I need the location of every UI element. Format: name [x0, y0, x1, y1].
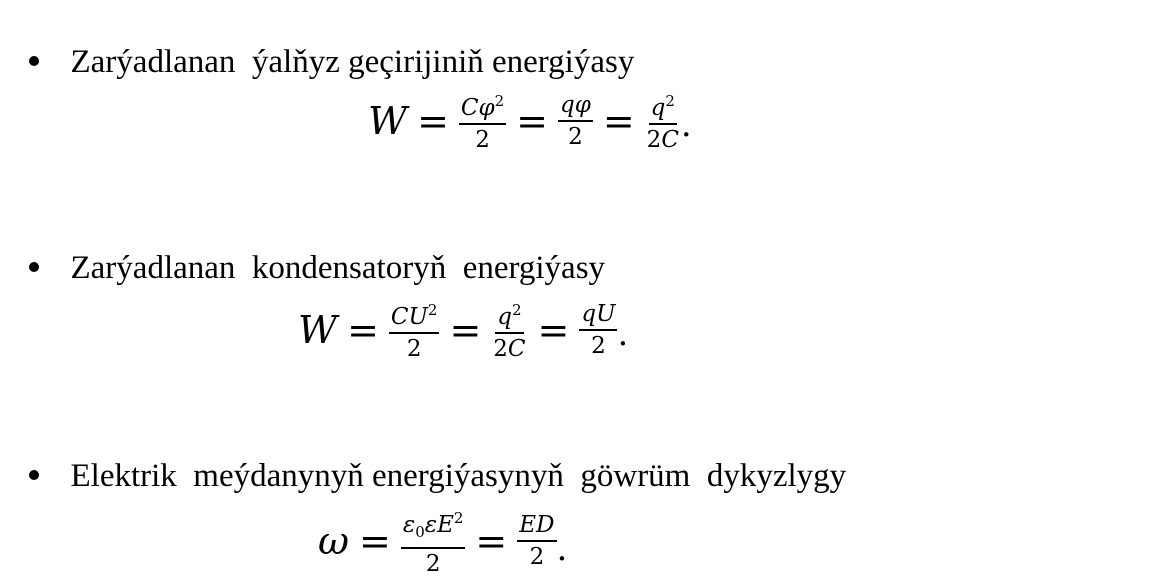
fraction-numerator: $\varepsilon_0\varepsilon E^2$ — [401, 503, 466, 549]
fraction-numerator: qφ — [558, 90, 593, 122]
equals-sign: = — [516, 98, 548, 143]
fraction-numerator: ED — [517, 510, 556, 542]
bullet-icon — [29, 42, 71, 82]
bullet-item-energy-density — [12, 416, 846, 496]
fraction — [459, 86, 506, 155]
bullet-item-conductor-energy — [12, 2, 634, 82]
fraction-denominator: 2 — [425, 551, 441, 577]
fraction-numerator: qU — [579, 299, 617, 331]
formula-conductor-energy — [368, 86, 692, 155]
section-heading: Zarýadlanan ýalňyz geçirijiniň energiýasy — [70, 44, 635, 80]
fraction — [558, 90, 593, 152]
equals-sign: = — [449, 307, 482, 352]
equals-sign: = — [359, 519, 391, 563]
fraction-denominator: 2 — [591, 332, 606, 359]
formula-energy-density — [318, 503, 567, 579]
equals-sign: = — [602, 98, 635, 143]
formula-period: . — [680, 105, 692, 145]
equals-sign: = — [347, 307, 379, 352]
formula-lhs: W — [368, 98, 408, 143]
fraction — [579, 299, 617, 361]
fraction — [645, 86, 681, 155]
formula-capacitor-energy — [298, 295, 628, 364]
fraction — [491, 295, 527, 364]
fraction-denominator: 2C — [646, 127, 679, 153]
fraction-numerator: $CU^2$ — [389, 295, 440, 334]
bullet-icon — [29, 456, 71, 496]
fraction-numerator: $q^2$ — [649, 86, 677, 125]
fraction-denominator: 2 — [568, 123, 583, 150]
fraction-denominator: 2 — [529, 544, 545, 570]
formula-period: . — [617, 314, 629, 354]
fraction — [401, 503, 466, 579]
fraction-denominator: 2 — [406, 336, 422, 362]
section-heading: Zarýadlanan kondensatoryň energiýasy — [70, 250, 606, 286]
formula-lhs: W — [298, 307, 338, 352]
fraction — [389, 295, 440, 364]
equals-sign: = — [417, 98, 449, 143]
equals-sign: = — [537, 307, 570, 352]
formula-period: . — [556, 529, 568, 569]
bullet-item-capacitor-energy — [12, 208, 605, 288]
fraction-numerator: $q^2$ — [495, 295, 523, 334]
fraction — [517, 510, 556, 572]
formula-lhs: ω — [318, 519, 349, 563]
bullet-icon — [29, 248, 71, 288]
fraction-numerator: $C\varphi^2$ — [459, 86, 506, 125]
equals-sign: = — [475, 519, 508, 563]
section-heading: Elektrik meýdanynyň energiýasynyň göwrüm dykyzlygy — [70, 458, 847, 494]
fraction-denominator: 2 — [475, 127, 490, 153]
fraction-denominator: 2C — [493, 336, 526, 362]
